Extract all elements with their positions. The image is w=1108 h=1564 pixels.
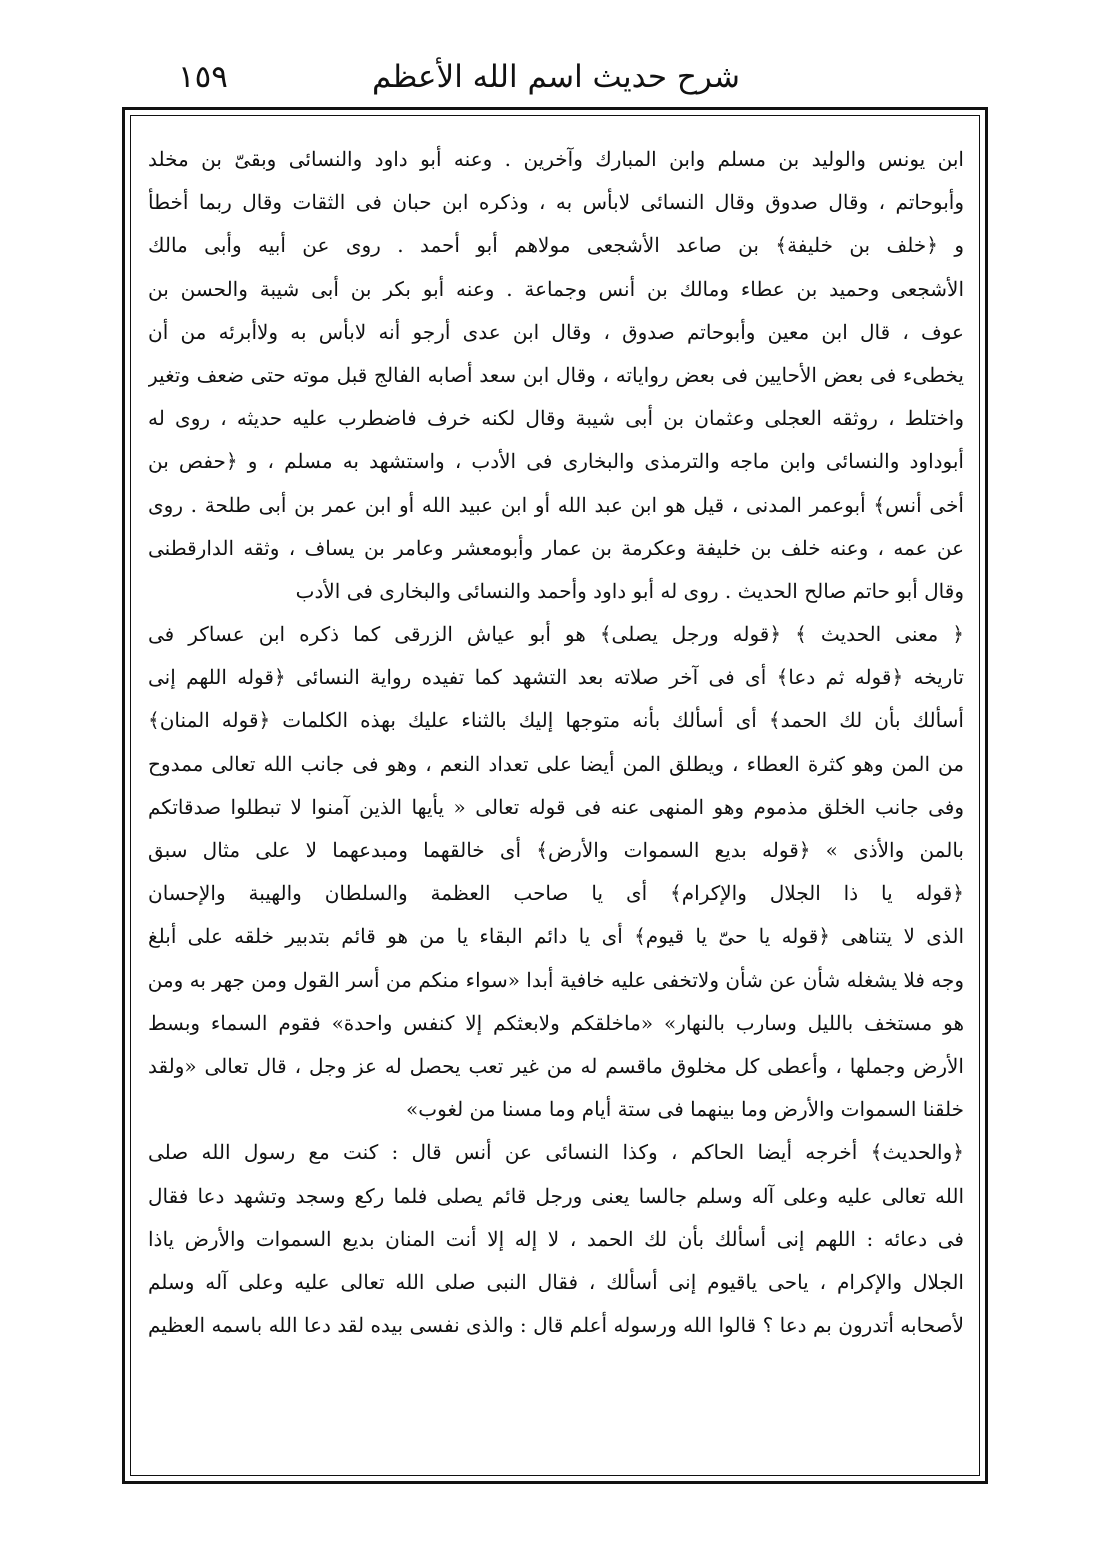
text-line: وجه فلا يشغله شأن عن شأن ولاتخفى عليه خافية أبدا «سواء منكم من أسر القول ومن جهر به ومن [148,967,964,992]
text-line: من المن وهو كثرة العطاء ، ويطلق المن أيضا على تعداد النعم ، وهو فى جانب الله تعالى ممدوح [148,751,964,776]
text-line: الأشجعى وحميد بن عطاء ومالك بن أنس وجماعة . وعنه أبو بكر بن أبى شيبة والحسن بن [148,276,964,301]
text-line: الذى لا يتناهى ﴿قوله يا حىّ يا قيوم﴾ أى يا دائم البقاء يا من هو قائم بتدبير خلقه على أبلغ [148,924,964,949]
text-line: وقال أبو حاتم صالح الحديث . روى له أبو داود وأحمد والنسائى والبخارى فى الأدب [295,578,964,603]
text-line: أخى أنس﴾ أبوعمر المدنى ، قيل هو ابن عبد الله أو ابن عبيد الله أو ابن عمر بن أبى طلحة . روى [148,492,964,517]
text-line: ﴿قوله يا ذا الجلال والإكرام﴾ أى يا صاحب العظمة والسلطان والهيبة والإحسان [148,881,964,906]
text-line: الأرض وجملها ، وأعطى كل مخلوق ماقسم له من غير تعب يحصل له عز وجل ، قال تعالى «ولقد [148,1053,964,1078]
text-line: عوف ، قال ابن معين وأبوحاتم صدوق ، وقال ابن عدى أرجو أنه لابأس به ولاأبرئه من أن [148,319,964,344]
text-line: هو مستخف بالليل وسارب بالنهار» «ماخلقكم ولابعثكم إلا كنفس واحدة» فقوم السماء وبسط [148,1010,964,1035]
text-line: ابن يونس والوليد بن مسلم وابن المبارك وآخرين . وعنه أبو داود والنسائى وبقىّ بن مخلد [148,147,964,171]
text-line: ﴿والحديث﴾ أخرجه أيضا الحاكم ، وكذا النسائى عن أنس قال : كنت مع رسول الله صلى [148,1140,964,1165]
text-line: فى دعائه : اللهم إنى أسألك بأن لك الحمد ، لا إله إلا أنت المنان بديع السموات والأرض ياذا [148,1226,964,1251]
text-line: يخطىء فى بعض الأحايين فى بعض رواياته ، وقال ابن سعد أصابه الفالج قبل موته حتى ضعف وتغير [148,362,964,387]
running-title: شرح حديث اسم الله الأعظم [371,59,740,95]
text-line: و ﴿خلف بن خليفة﴾ بن صاعد الأشجعى مولاهم أبو أحمد . روى عن أبيه وأبى مالك [148,233,964,258]
text-line: الله تعالى عليه وعلى آله وسلم جالسا يعنى ورجل قائم يصلى فلما ركع وسجد وتشهد دعا فقال [148,1183,964,1208]
text-line: أبوداود والنسائى وابن ماجه والترمذى والبخارى فى الأدب ، واستشهد به مسلم ، و ﴿حفص بن [148,449,964,474]
text-line: واختلط ، روثقه العجلى وعثمان بن أبى شيبة وقال لكنه خرف فاضطرب عليه حديثه ، روى له [148,406,964,431]
text-line: تاريخه ﴿قوله ثم دعا﴾ أى فى آخر صلاته بعد التشهد كما تفيده رواية النسائى ﴿قوله اللهم إنى [148,665,964,690]
text-line: لأصحابه أتدرون بم دعا ؟ قالوا الله ورسوله أعلم قال : والذى نفسى بيده لقد دعا الله باسمه العظيم [148,1313,964,1338]
text-line: خلقنا السموات والأرض وما بينهما فى ستة أيام وما مسنا من لغوب» [406,1097,964,1122]
text-line: وفى جانب الخلق مذموم وهو المنهى عنه فى قوله تعالى « يأيها الذين آمنوا لا تبطلوا صدقاتكم [148,794,964,819]
page-header [150,52,990,102]
text-line: ﴿ معنى الحديث ﴾ ﴿قوله ورجل يصلى﴾ هو أبو عياش الزرقى كما ذكره ابن عساكر فى [148,622,964,647]
text-line: عن عمه ، وعنه خلف بن خليفة وعكرمة بن عمار وأبومعشر وعامر بن يساف ، وثقه الدارقطنى [148,535,964,560]
body-text [148,138,964,1347]
text-line: وأبوحاتم ، وقال صدوق وقال النسائى لابأس به ، وذكره ابن حبان فى الثقات وقال ربما أخطأ [148,190,964,215]
text-line: الجلال والإكرام ، ياحى ياقيوم إنى أسألك ، فقال النبى صلى الله تعالى عليه وعلى آله وسلم [148,1269,964,1294]
page-number: ١٥٩ [178,59,228,95]
text-line: أسألك بأن لك الحمد﴾ أى أسألك بأنه متوجها إليك بالثناء عليك بهذه الكلمات ﴿قوله المنان﴾ [148,708,964,733]
text-line: بالمن والأذى » ﴿قوله بديع السموات والأرض﴾ أى خالقهما ومبدعهما لا على مثال سبق [148,838,964,862]
